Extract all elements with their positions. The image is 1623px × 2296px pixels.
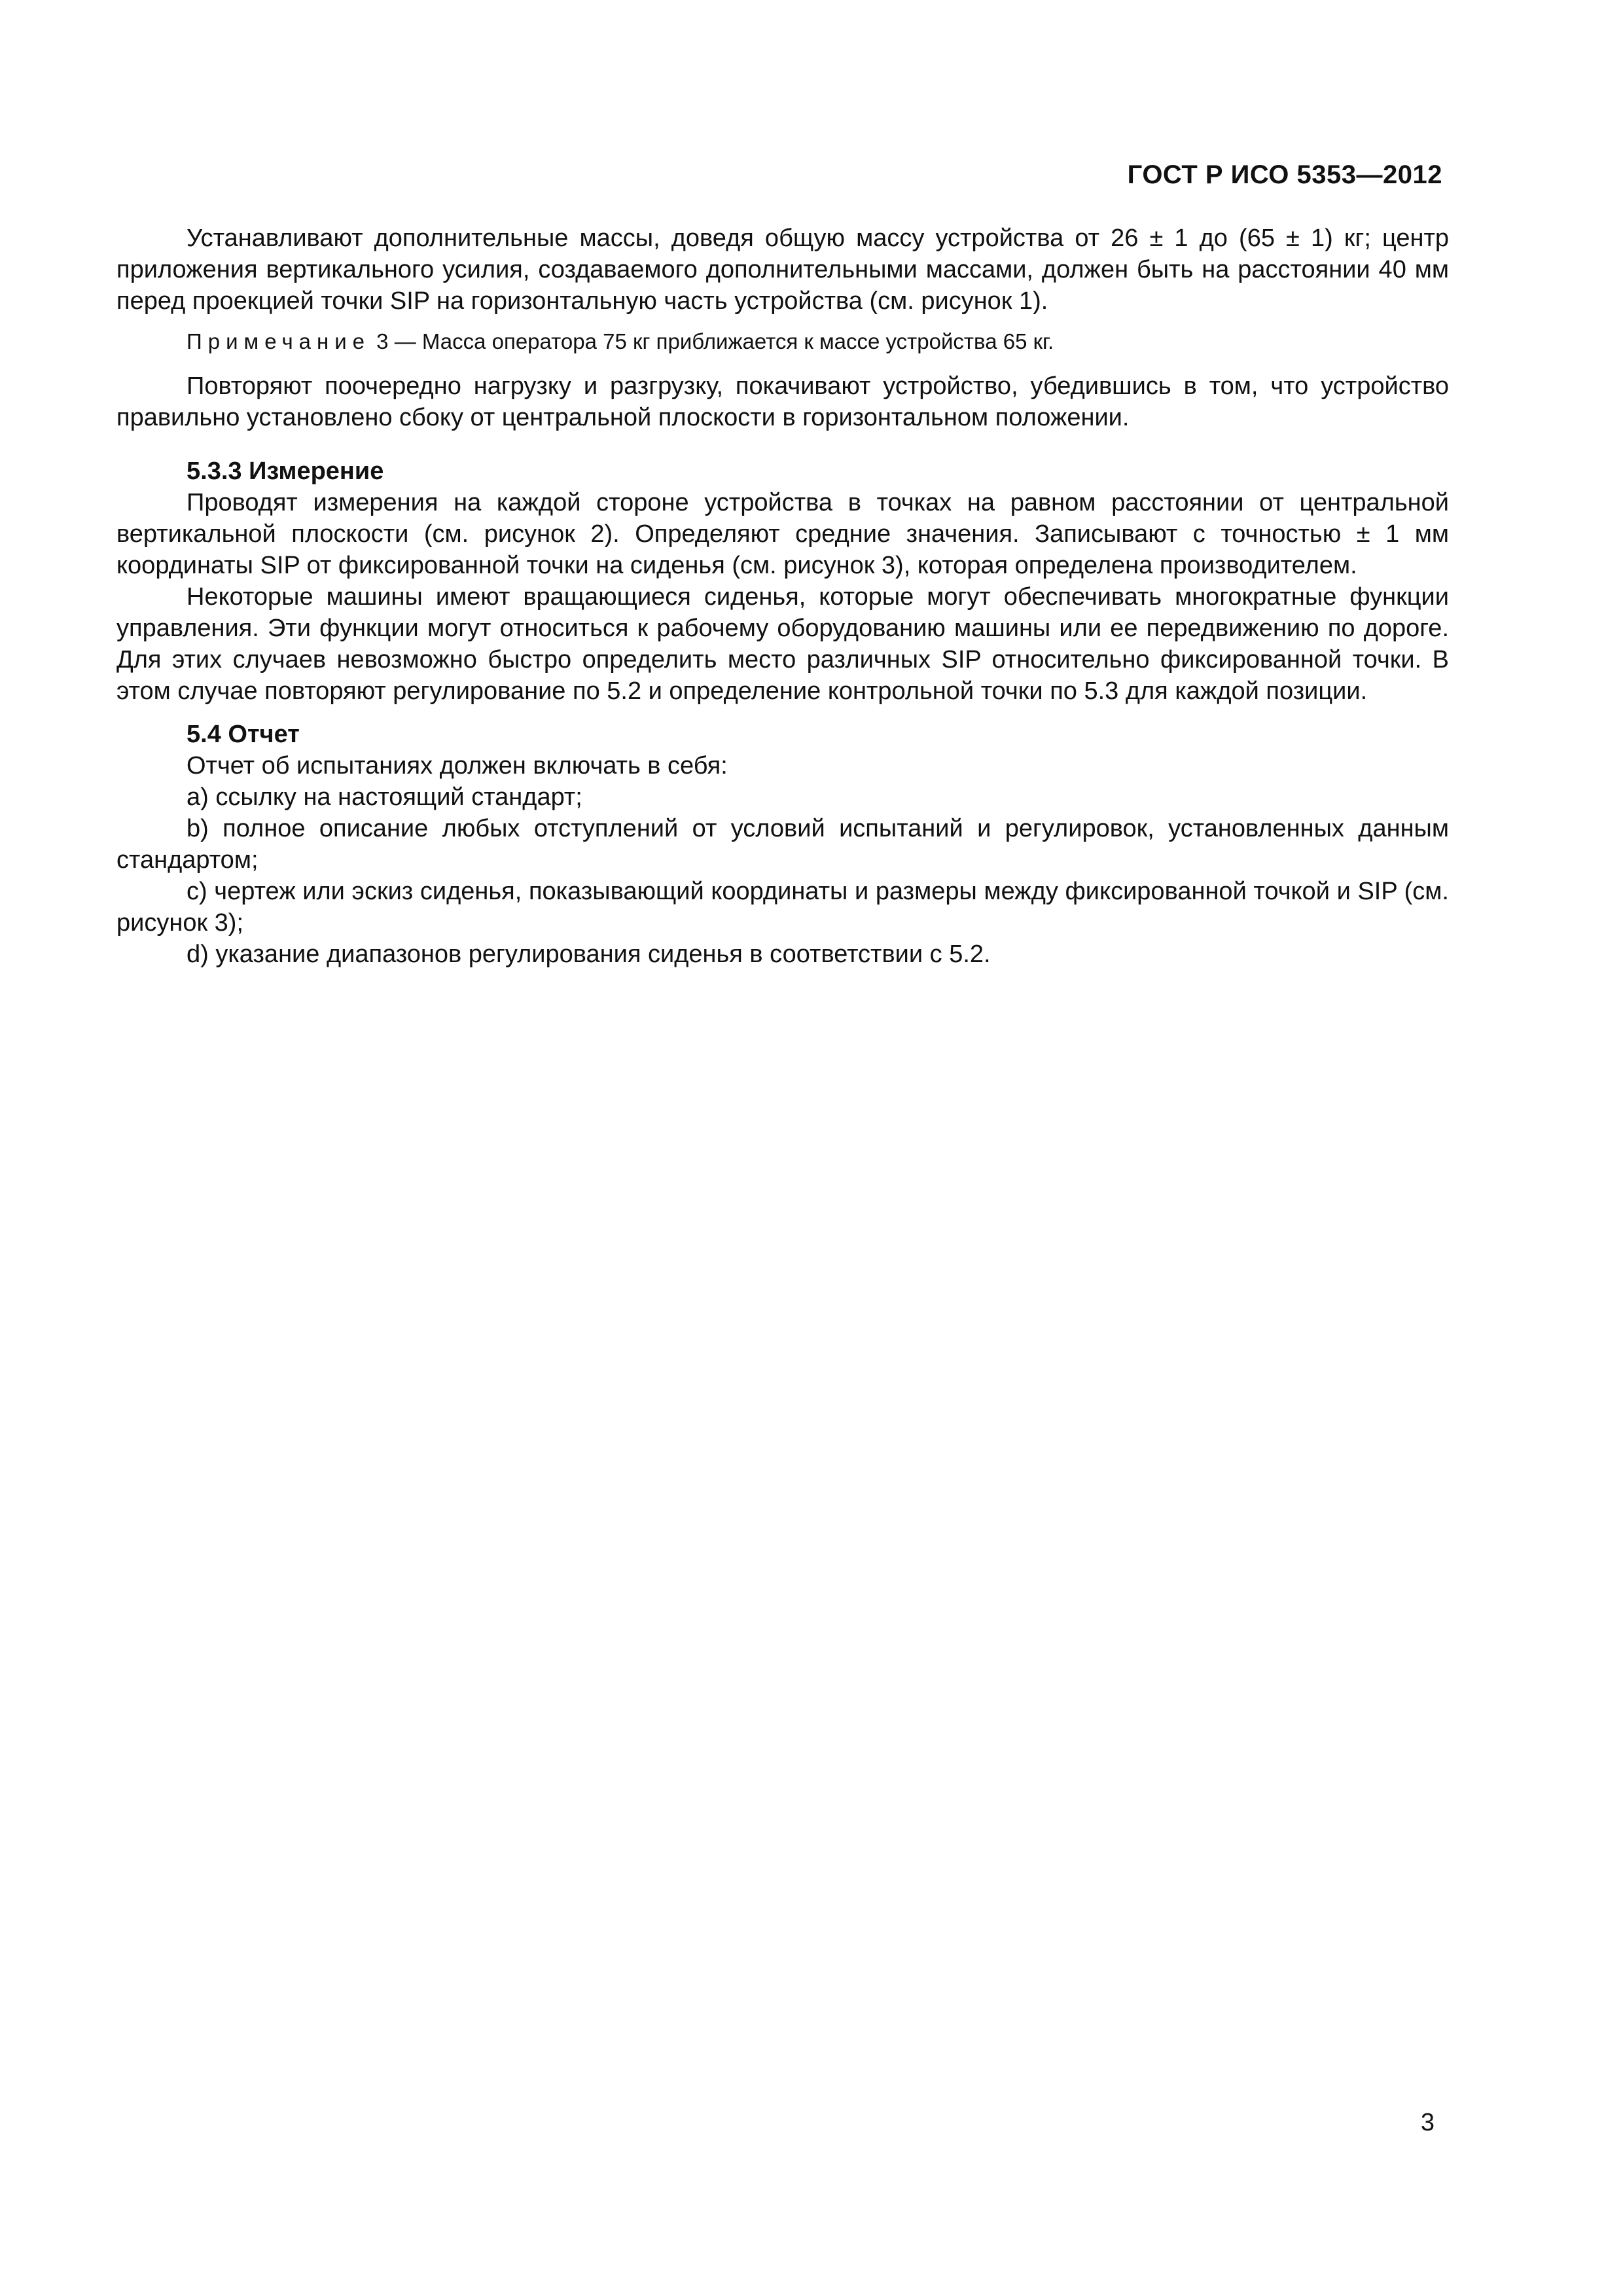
- list-item: c) чертеж или эскиз сиденья, показывающий координаты и размеры между фиксированной точкой и SIP (см. рисунок 3);: [116, 878, 1449, 937]
- list-item: d) указание диапазонов регулирования сиденья в соответствии с 5.2.: [187, 941, 991, 968]
- document-code-header: ГОСТ Р ИСО 5353—2012: [1127, 160, 1442, 189]
- paragraph-measurement: Проводят измерения на каждой стороне устройства в точках на равном расстоянии от центральной вертикальной плоскости (см. рисунок 2). Определяют средние значения. Записывают с точностью ± 1 мм координаты SIP от фиксированной точки на сиденья (см. рисунок 3), которая определена производителем.: [116, 489, 1449, 579]
- paragraph-rotating-seats: Некоторые машины имеют вращающиеся сиденья, которые могут обеспечивать многократные функции управления. Эти функции могут относиться к рабочему оборудованию машины или ее передвижению по дороге. Для этих случаев невозможно быстро определить место различных SIP относительно фиксированной точки. В этом случае повторяют регулирование по 5.2 и определение контрольной точки по 5.3 для каждой позиции.: [116, 583, 1449, 705]
- page-content: [116, 223, 1449, 970]
- list-item: b) полное описание любых отступлений от условий испытаний и регулировок, установленных данным стандартом;: [116, 815, 1449, 874]
- paragraph-additional-masses: Устанавливают дополнительные массы, доведя общую массу устройства от 26 ± 1 до (65 ± 1) кг; центр приложения вертикального усилия, создаваемого дополнительными массами, должен быть на расстоянии 40 мм перед проекцией точки SIP на горизонтальную часть устройства (см. рисунок 1).: [116, 224, 1449, 315]
- section-heading-5-3-3: 5.3.3 Измерение: [187, 457, 384, 485]
- paragraph-loading: Повторяют поочередно нагрузку и разгрузку, покачивают устройство, убедившись в том, что устройство правильно установлено сбоку от центральной плоскости в горизонтальном положении.: [116, 372, 1449, 431]
- section-heading-5-4: 5.4 Отчет: [187, 721, 300, 748]
- note-3: [116, 326, 1449, 357]
- list-item: a) ссылку на настоящий стандарт;: [187, 783, 582, 811]
- note-text: 3 — Масса оператора 75 кг приближается к массе устройства 65 кг.: [370, 329, 1054, 353]
- page-number: 3: [1420, 2109, 1435, 2136]
- report-intro: Отчет об испытаниях должен включать в себя:: [187, 752, 728, 780]
- note-label: Примечание: [187, 329, 371, 353]
